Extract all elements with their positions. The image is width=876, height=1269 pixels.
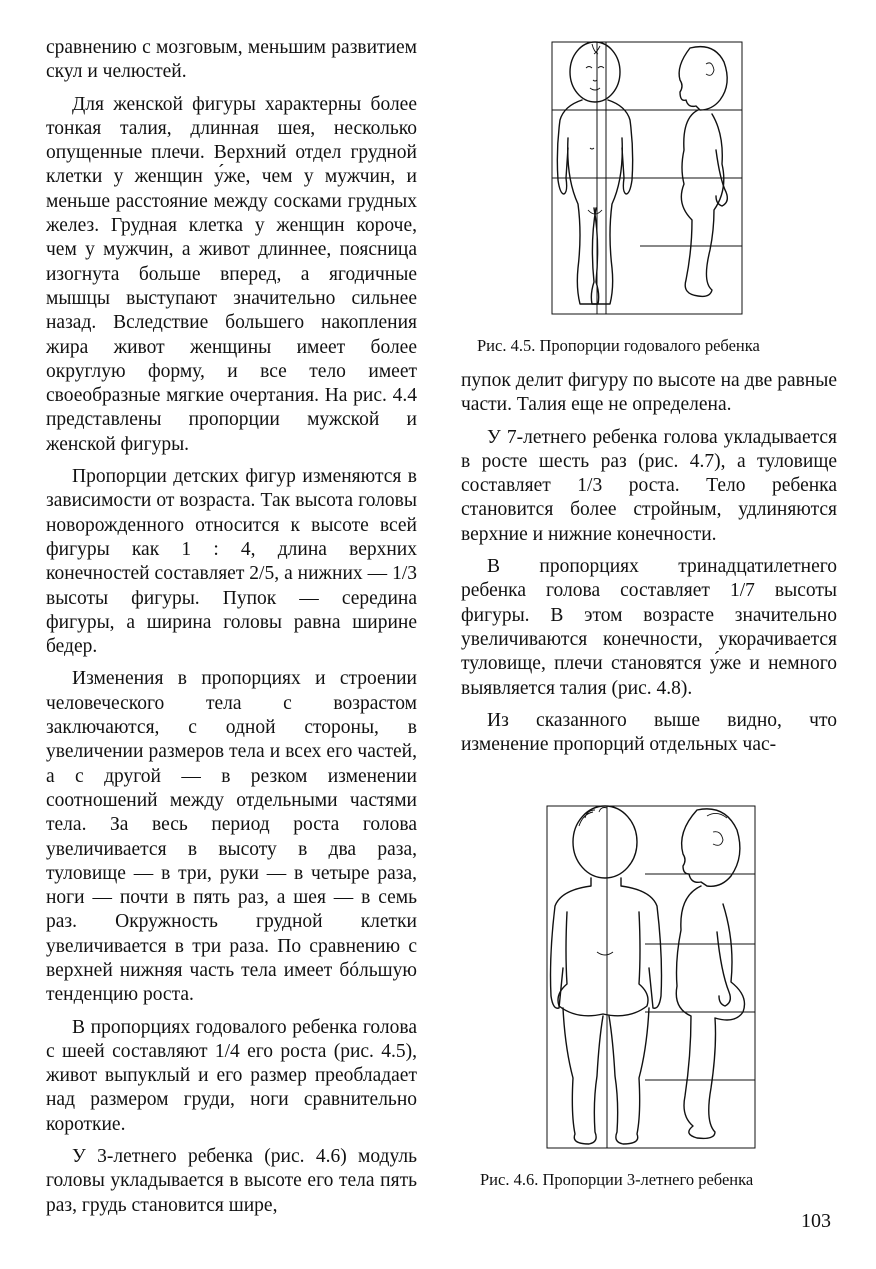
figure-three-year-old-proportions — [537, 802, 761, 1152]
paragraph: Пропорции детских фигур изменяются в зависимости от возраста. Так высота головы новорожденного относится к высоте всей фигуры как 1 : 4, длина верхних конечностей составляет 2/5, а нижних — 1/3 высоты фигуры. Пупок — середина фигуры, а ширина головы равна ширине бедер. — [46, 466, 417, 658]
one-year-old-drawing — [530, 38, 770, 318]
figure-caption: Рис. 4.6. Пропорции 3-летнего ребенка — [480, 1170, 754, 1189]
figure-one-year-old-proportions — [530, 38, 770, 318]
paragraph: Для женской фигуры характерны более тонкая талия, длинная шея, несколько опущенные плечи. Верхний отдел грудной клетки у женщин у́же, чем у мужчин, и меньше расстояние между сосками грудных желез. Грудная клетка у женщин короче, чем у мужчин, а живот длиннее, поясница изогнута больше вперед, а ягодичные мышцы выступают значительно сильнее назад. Вследствие большего накопления жира живот женщины имеет более округлую форму, и все тело имеет своеобразные мягкие очертания. На рис. 4.4 представлены пропорции мужской и женской фигуры. — [46, 93, 417, 455]
paragraph: сравнению с мозговым, меньшим развитием скул и челюстей. — [46, 37, 417, 83]
page-number: 103 — [801, 1210, 831, 1232]
right-text-column — [461, 369, 837, 757]
paragraph: пупок делит фигуру по высоте на две равные части. Талия еще не определена. — [461, 370, 837, 416]
three-year-old-drawing — [537, 802, 761, 1152]
figure-caption: Рис. 4.5. Пропорции годовалого ребенка — [477, 336, 760, 355]
left-text-column — [46, 36, 417, 1218]
paragraph: В пропорциях годовалого ребенка голова с шеей составляют 1/4 его роста (рис. 4.5), живот выпуклый и его размер преобладает над размером груди, ноги сравнительно короткие. — [46, 1016, 417, 1135]
paragraph: У 3-летнего ребенка (рис. 4.6) модуль головы укладывается в высоте его тела пять раз, грудь становится шире, — [46, 1146, 417, 1216]
paragraph: В пропорциях тринадцатилетнего ребенка голова составляет 1/7 высоты фигуры. В этом возрасте значительно увеличиваются конечности, укорачивается туловище, плечи становятся у́же и немного выявляется талия (рис. 4.8). — [461, 556, 837, 699]
paragraph: Изменения в пропорциях и строении человеческого тела с возрастом заключаются, с одной стороны, в увеличении размеров тела и всех его частей, а с другой — в резком изменении соотношений между отдельными частями тела. За весь период роста голова увеличивается в высоту в два раза, туловище — в три, руки — в четыре раза, ноги — почти в пять раз, а шея — в семь раз. Окружность грудной клетки увеличивается в три раза. По сравнению с верхней нижняя часть тела имеет бóльшую тенденцию роста. — [46, 668, 417, 1006]
paragraph: Из сказанного выше видно, что изменение пропорций отдельных час- — [461, 709, 837, 756]
paragraph: У 7-летнего ребенка голова укладывается в росте шесть раз (рис. 4.7), а туловище составляет 1/3 роста. Тело ребенка становится более стройным, удлиняются верхние и нижние конечности. — [461, 426, 837, 545]
